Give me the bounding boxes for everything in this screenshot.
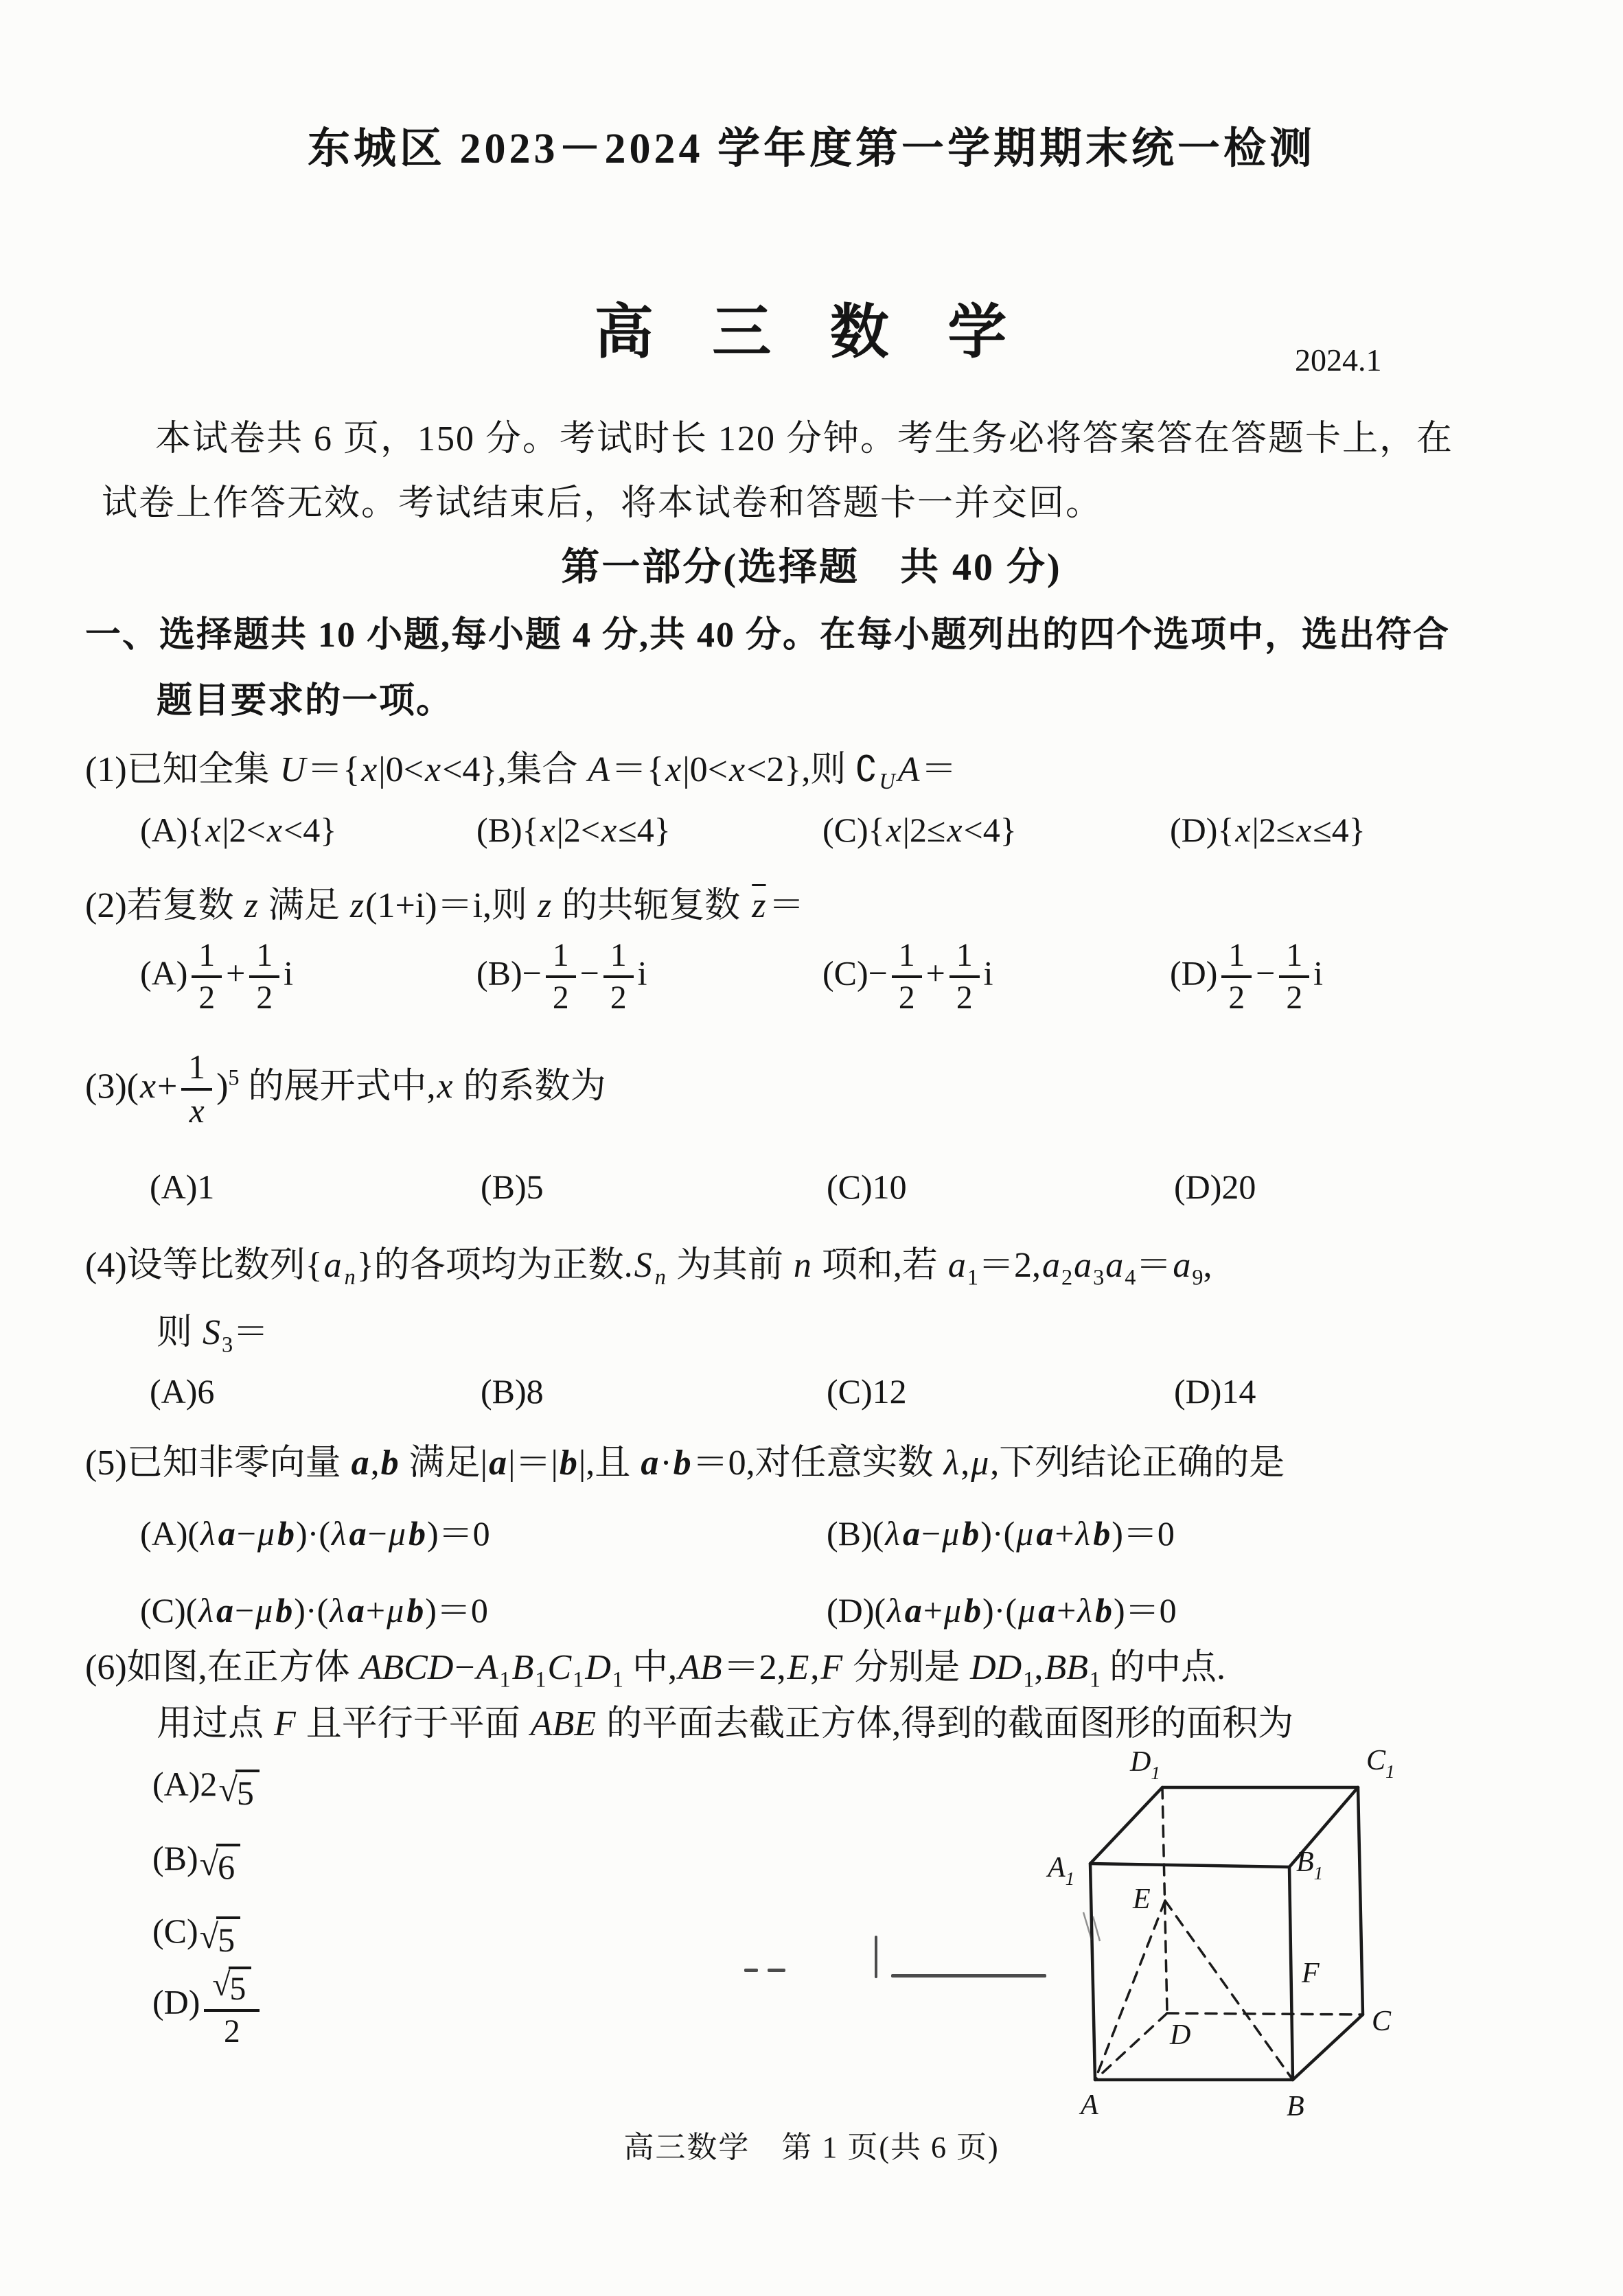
- edge-a1a: [1090, 1864, 1095, 2080]
- figure-label-f: F: [1302, 1958, 1320, 1989]
- question-4-stem: (4)设等比数列{a $_n$}的各项均为正数.S $_n$ 为其前 n 项和,若 $a_1=2,a_2a_3a_4=a_9$,: [85, 1246, 1212, 1290]
- figure-label-a1: $A_1$: [1048, 1852, 1075, 1889]
- cube-figure: [1028, 1726, 1454, 2124]
- question-6-stem: (6)如图,在正方体 $ABCD-A_1B_1C_1D_1$ 中,AB＝2,E,F 分别是 $DD_1,BB_1$ 的中点.: [85, 1648, 1226, 1692]
- section1-line-1: 一、选择题共 10 小题,每小题 4 分,共 40 分。在每小题列出的四个选项中，选出符合: [85, 616, 1451, 655]
- q3-option-d: (D)20: [1174, 1168, 1256, 1206]
- question-2-stem: (2)若复数 z 满足 z(1+i)＝i,则 z 的共轭复数 $\overline{z}=$: [85, 886, 805, 925]
- page-footer: 高三数学 第 1 页(共 6 页): [623, 2131, 1000, 2164]
- exam-date: 2024.1: [1295, 343, 1382, 378]
- figure-label-d: D: [1170, 2019, 1191, 2051]
- intro-line-1: 本试卷共 6 页，150 分。考试时长 120 分钟。考生务必将答案答在答题卡上，在: [155, 419, 1454, 459]
- q5-option-a: (A)(λa−μb)·(λa−μb)＝0: [140, 1514, 490, 1553]
- figure-label-c: C: [1372, 2006, 1392, 2037]
- q6-option-a: (A)2 √ 5: [152, 1764, 261, 1812]
- segment-ea: [1095, 1901, 1165, 2080]
- edge-da: [1095, 2013, 1167, 2080]
- question-6-stem-line2: 用过点 F 且平行于平面 ABE 的平面去截正方体,得到的截面图形的面积为: [157, 1704, 1294, 1743]
- q4-option-c: (C)12: [827, 1372, 907, 1411]
- q1-option-c: (C){x|2≤x<4}: [822, 811, 1017, 849]
- exam-header-title: 东城区 2023－2024 学年度第一学期期末统一检测: [307, 126, 1315, 172]
- figure-label-d1: $D_1$: [1130, 1746, 1160, 1783]
- q4-option-b: (B)8: [481, 1372, 544, 1411]
- page-title: 高 三 数 学: [594, 299, 1029, 365]
- q5-option-b: (B)(λa−μb)·(μa+λb)＝0: [827, 1514, 1175, 1553]
- question-5-stem: (5)已知非零向量 a,b 满足|a|＝|b|,且 a·b＝0,对任意实数 λ,μ,下列结论正确的是: [85, 1443, 1285, 1483]
- q3-option-c: (C)10: [827, 1168, 907, 1206]
- scan-artifact-dash: [768, 1969, 785, 1972]
- segment-eb: [1165, 1901, 1293, 2080]
- q5-option-d: (D)(λa+μb)·(μa+λb)＝0: [827, 1591, 1177, 1630]
- q6-option-c: (C) √ 5: [152, 1911, 242, 1959]
- q6-option-b: (B) √ 6: [152, 1838, 242, 1886]
- section1-line-2: 题目要求的一项。: [157, 682, 454, 721]
- scan-artifact-tick: [875, 1936, 877, 1978]
- q2-option-c: (C)− $\frac{1}{2}$ + $\frac{1}{2}$ i: [822, 938, 993, 1017]
- q5-option-c: (C)(λa−μb)·(λa+μb)＝0: [140, 1591, 488, 1630]
- q3-option-a: (A)1: [150, 1168, 215, 1206]
- figure-label-e: E: [1133, 1883, 1151, 1915]
- noise-stroke: [1093, 1916, 1100, 1941]
- scan-artifact-line: [891, 1974, 1046, 1978]
- q2-option-d: (D) $\frac{1}{2}$ − $\frac{1}{2}$ i: [1170, 938, 1324, 1017]
- q1-option-d: (D){x|2≤x≤4}: [1170, 811, 1366, 849]
- cube-hidden-edges: [1095, 1787, 1363, 2080]
- question-4-stem-line2: 则 $S_3=$: [157, 1313, 269, 1357]
- edge-a1b1: [1090, 1864, 1289, 1867]
- scan-artifact-dash: [744, 1969, 758, 1972]
- q4-option-a: (A)6: [150, 1372, 215, 1411]
- q4-option-d: (D)14: [1174, 1372, 1256, 1411]
- q2-option-a: (A) $\frac{1}{2}$ + $\frac{1}{2}$ i: [140, 938, 294, 1017]
- cube-solid-edges: [1090, 1787, 1363, 2080]
- figure-label-a: A: [1081, 2089, 1098, 2121]
- q3-option-b: (B)5: [481, 1168, 544, 1206]
- question-1-stem: (1)已知全集 U＝{x|0<x<4},集合 A＝{x|0<x<2},则 $∁_UA=$: [85, 749, 957, 794]
- edge-b1b: [1289, 1867, 1293, 2080]
- figure-label-c1: $C_1$: [1366, 1745, 1395, 1782]
- figure-label-b1: $B_1$: [1296, 1846, 1324, 1883]
- figure-label-b: B: [1287, 2091, 1304, 2122]
- edge-dc: [1167, 2013, 1363, 2015]
- q1-option-a: (A){x|2<x<4}: [140, 811, 337, 849]
- part1-header: 第一部分(选择题 共 40 分): [561, 546, 1062, 589]
- edge-c1c: [1358, 1787, 1363, 2015]
- edge-d1a1: [1090, 1787, 1162, 1864]
- intro-line-2: 试卷上作答无效。考试结束后，将本试卷和答题卡一并交回。: [102, 484, 1103, 523]
- edge-bc: [1293, 2015, 1363, 2080]
- q6-option-d: (D) √ 5 2: [152, 1962, 264, 2050]
- q2-option-b: (B)− $\frac{1}{2}$ − $\frac{1}{2}$ i: [476, 938, 647, 1017]
- question-3-stem: (3)(x+ $\frac{1}{x}$ )$^5$ 的展开式中,x 的系数为: [85, 1048, 606, 1130]
- q1-option-b: (B){x|2<x≤4}: [476, 811, 671, 849]
